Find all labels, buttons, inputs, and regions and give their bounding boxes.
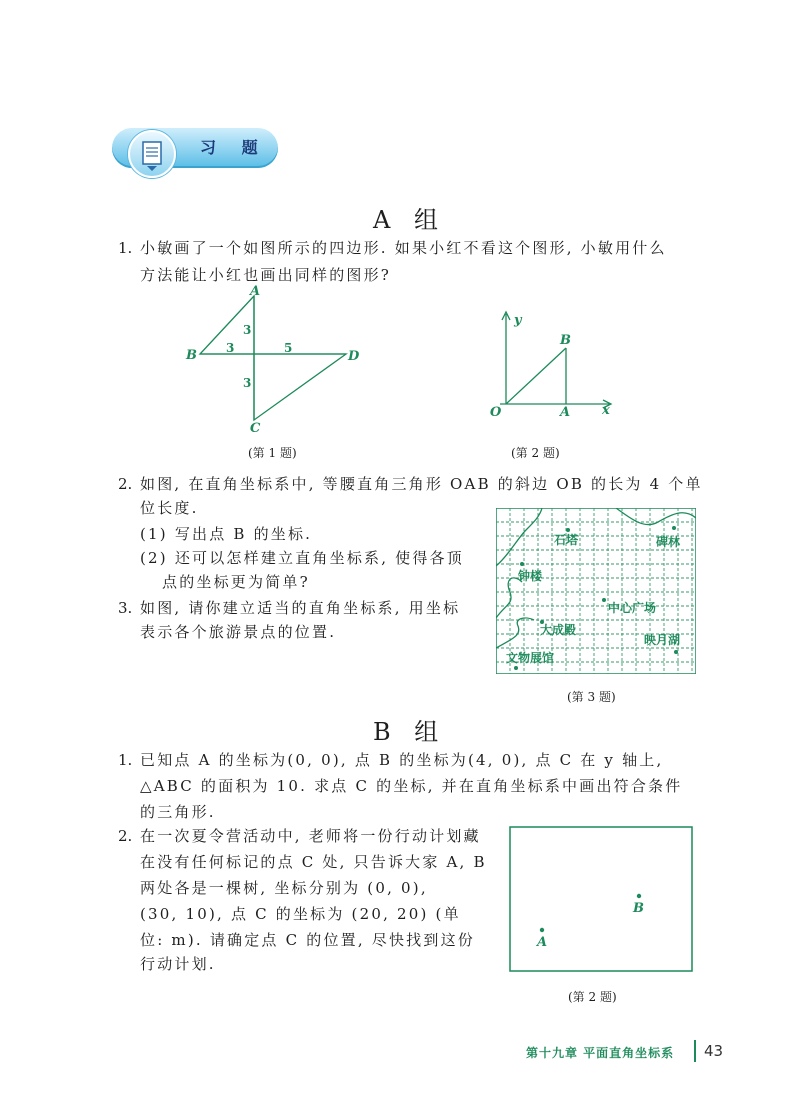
page-number: 43 (704, 1042, 724, 1060)
b-q1-line3: 的三角形. (140, 803, 216, 821)
map-spot-moon-lake: 映月湖 (644, 633, 681, 647)
a-q2-sub2b: 点的坐标更为简单? (162, 573, 310, 591)
figure-2-coordinate (480, 300, 620, 420)
map-spot-stone-tower: 石塔 (554, 533, 579, 547)
fig1-label-c: C (250, 421, 261, 434)
fig2-label-b: B (560, 333, 571, 348)
a-q3-line2: 表示各个旅游景点的位置. (140, 623, 337, 641)
group-b-title: B 组 (373, 718, 447, 746)
b-q1-line2: △ABC 的面积为 10. 求点 C 的坐标, 并在直角坐标系中画出符合条件 (140, 777, 683, 795)
notebook-icon (128, 130, 176, 178)
fig2-axis-x: x (602, 403, 610, 418)
fig2-label-o: O (490, 405, 502, 420)
figure-b2-trees (509, 826, 693, 972)
fig2-label-a: A (560, 405, 571, 420)
fig1-seg-right: 5 (284, 341, 293, 355)
figure-1-quadrilateral (180, 284, 370, 434)
b-q1-line1: 已知点 A 的坐标为(0, 0), 点 B 的坐标为(4, 0), 点 C 在 y 轴上, (140, 751, 664, 769)
map-spot-stele-forest: 碑林 (656, 535, 681, 549)
figure-b2-caption: (第 2 题) (568, 990, 617, 1004)
figb2-label-b: B (633, 901, 644, 916)
a-q2-line2: 位长度. (140, 499, 199, 517)
figure-3-map (496, 508, 696, 674)
b-q2-number: 2. (118, 827, 133, 845)
figure-3-caption: (第 3 题) (567, 690, 616, 704)
b-q2-line5: 位: m). 请确定点 C 的位置, 尽快找到这份 (140, 931, 475, 949)
figb2-label-a: A (537, 935, 548, 950)
fig1-seg-up: 3 (243, 323, 252, 337)
fig1-label-d: D (348, 349, 360, 364)
fig1-label-a: A (250, 284, 261, 299)
a-q2-number: 2. (118, 475, 133, 493)
a-q3-number: 3. (118, 599, 133, 617)
footer-divider (694, 1040, 696, 1062)
map-spot-museum: 文物展馆 (506, 651, 555, 665)
map-spot-central-square: 中心广场 (608, 601, 657, 615)
b-q2-line4: (30, 10), 点 C 的坐标为 (20, 20) (单 (140, 905, 461, 923)
a-q1-line1: 小敏画了一个如图所示的四边形. 如果小红不看这个图形, 小敏用什么 (140, 239, 667, 257)
b-q2-line3: 两处各是一棵树, 坐标分别为 (0, 0), (140, 879, 428, 897)
fig2-axis-y: y (514, 313, 522, 328)
b-q2-line6: 行动计划. (140, 955, 216, 973)
a-q1-number: 1. (118, 239, 133, 257)
a-q1-line2: 方法能让小红也画出同样的图形? (140, 266, 392, 284)
a-q2-sub1: (1) 写出点 B 的坐标. (140, 525, 313, 543)
map-spot-bell-tower: 钟楼 (518, 569, 543, 583)
a-q3-line1: 如图, 请你建立适当的直角坐标系, 用坐标 (140, 599, 461, 617)
b-q1-number: 1. (118, 751, 133, 769)
fig1-seg-down: 3 (243, 376, 252, 390)
a-q2-line1: 如图, 在直角坐标系中, 等腰直角三角形 OAB 的斜边 OB 的长为 4 个单 (140, 475, 703, 493)
fig1-label-b: B (186, 348, 197, 363)
figure-1-caption: (第 1 题) (248, 446, 297, 460)
map-spot-dacheng-hall: 大成殿 (540, 623, 577, 637)
a-q2-sub2a: (2) 还可以怎样建立直角坐标系, 使得各顶 (140, 549, 464, 567)
figure-2-caption: (第 2 题) (511, 446, 560, 460)
fig1-seg-left: 3 (226, 341, 235, 355)
b-q2-line2: 在没有任何标记的点 C 处, 只告诉大家 A, B (140, 853, 487, 871)
group-a-title: A 组 (373, 206, 446, 234)
footer-chapter: 第十九章 平面直角坐标系 (526, 1046, 675, 1060)
banner-title: 习 题 (200, 138, 268, 157)
b-q2-line1: 在一次夏令营活动中, 老师将一份行动计划藏 (140, 827, 481, 845)
